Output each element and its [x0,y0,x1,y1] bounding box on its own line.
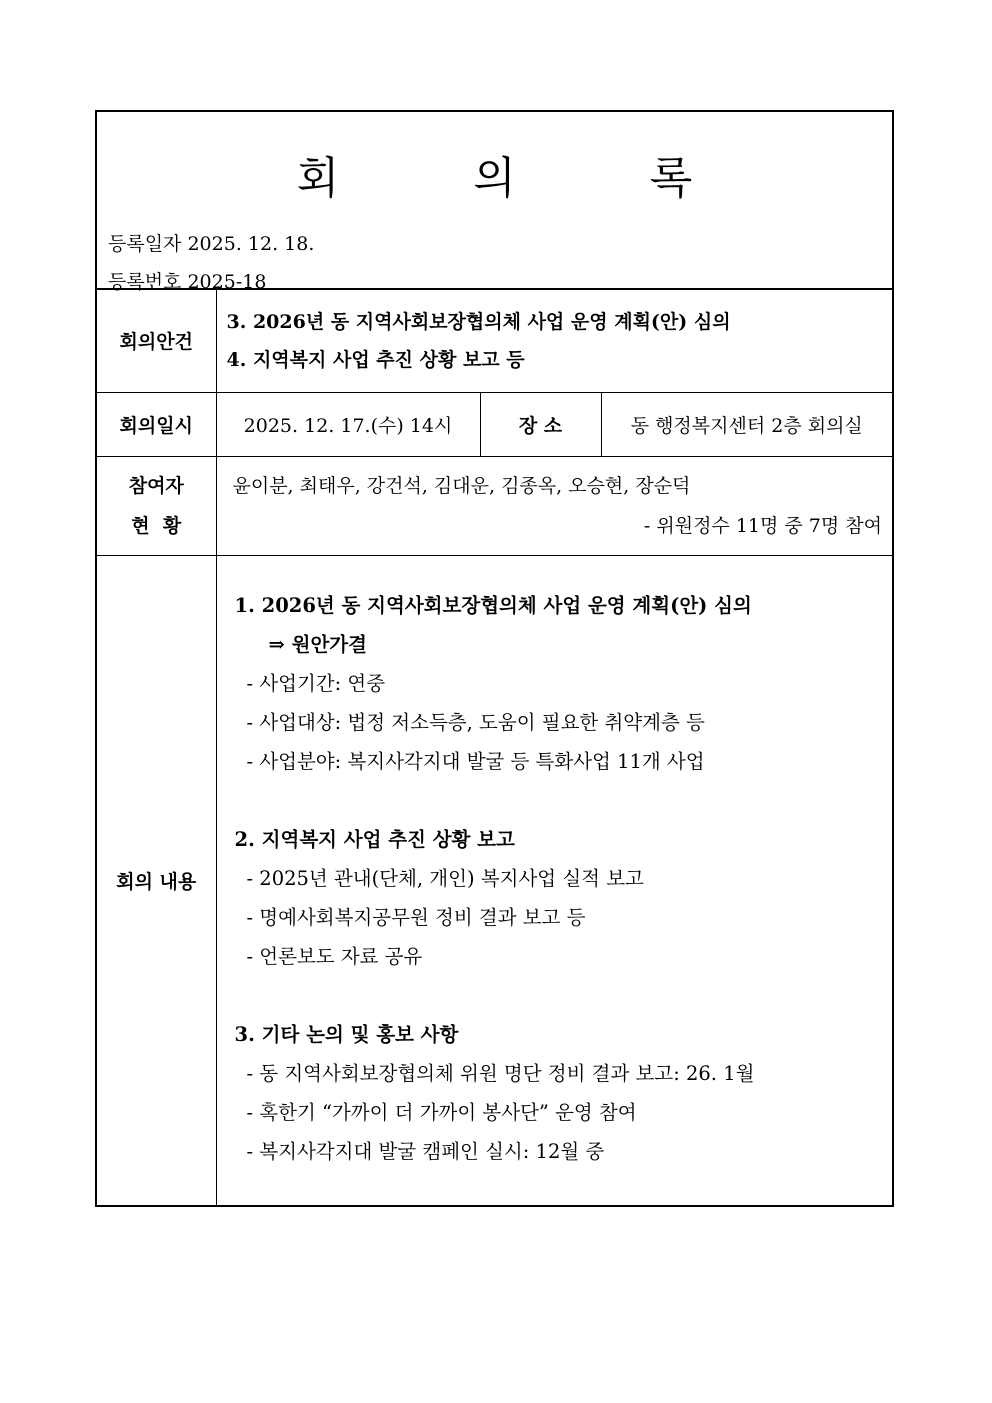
section-title: 2. 지역복지 사업 추진 상황 보고 [234,827,515,851]
content-label: 회의 내용 [97,555,216,1205]
section-bullet: - 복지사각지대 발굴 캠페인 실시: 12월 중 [246,1139,605,1163]
registration-number-label: 등록번호 [108,271,182,293]
content-body [216,555,892,1205]
agenda-row [97,290,892,392]
attendees-content [216,456,892,555]
section-title: 1. 2026년 동 지역사회보장협의체 사업 운영 계획(안) 심의 [234,593,752,617]
attendees-label-line1: 참여자 [128,474,184,497]
registration-number-value: 2025-18 [187,271,267,293]
agenda-item: 3. 2026년 동 지역사회보장협의체 사업 운영 계획(안) 심의 [226,310,731,333]
spacer [235,976,893,1015]
attendee-quorum: - 위원정수 11명 중 7명 참여 [643,514,882,537]
meeting-place-label: 장 소 [480,392,601,456]
section-bullet: - 사업분야: 복지사각지대 발굴 등 특화사업 11개 사업 [246,749,705,773]
agenda-item: 4. 지역복지 사업 추진 상황 보고 등 [226,348,525,371]
section-bullet: - 사업기간: 연중 [246,671,386,695]
attendees-label-line2: 현 황 [131,514,182,537]
attendees-row [97,456,892,555]
meeting-place-value: 동 행정복지센터 2층 회의실 [601,392,892,456]
meeting-date-row [97,392,892,456]
document-title: 회 의 록 [296,153,753,204]
meeting-date-label: 회의일시 [97,392,216,456]
content-row [97,555,892,1205]
section-bullet: - 사업대상: 법정 저소득층, 도움이 필요한 취약계층 등 [246,710,705,734]
section-title: 3. 기타 논의 및 홍보 사항 [234,1022,459,1046]
section-bullet: - 명예사회복지공무원 정비 결과 보고 등 [246,905,586,929]
section-bullet: - 언론보도 자료 공유 [246,944,423,968]
meeting-date-value: 2025. 12. 17.(수) 14시 [216,392,480,456]
title-block [97,112,892,293]
meeting-minutes-document [95,110,894,1207]
registration-date-label: 등록일자 [108,233,182,255]
agenda-label: 회의안건 [97,290,216,392]
registration-number [108,267,266,294]
section-bullet: - 2025년 관내(단체, 개인) 복지사업 실적 보고 [246,866,644,890]
spacer [235,781,893,820]
minutes-table [97,290,892,1205]
registration-date-value: 2025. 12. 18. [187,233,315,255]
registration-date [108,229,314,256]
section-bullet: - 혹한기 “가까이 더 가까이 봉사단” 운영 참여 [246,1100,637,1124]
section-result: ⇒ 원안가결 [268,632,367,656]
attendee-names: 윤이분, 최태우, 강건석, 김대운, 김종옥, 오승현, 장순덕 [232,474,691,497]
agenda-items [216,290,892,392]
section-bullet: - 동 지역사회보장협의체 위원 명단 정비 결과 보고: 26. 1월 [246,1061,755,1085]
attendees-label [97,456,216,555]
